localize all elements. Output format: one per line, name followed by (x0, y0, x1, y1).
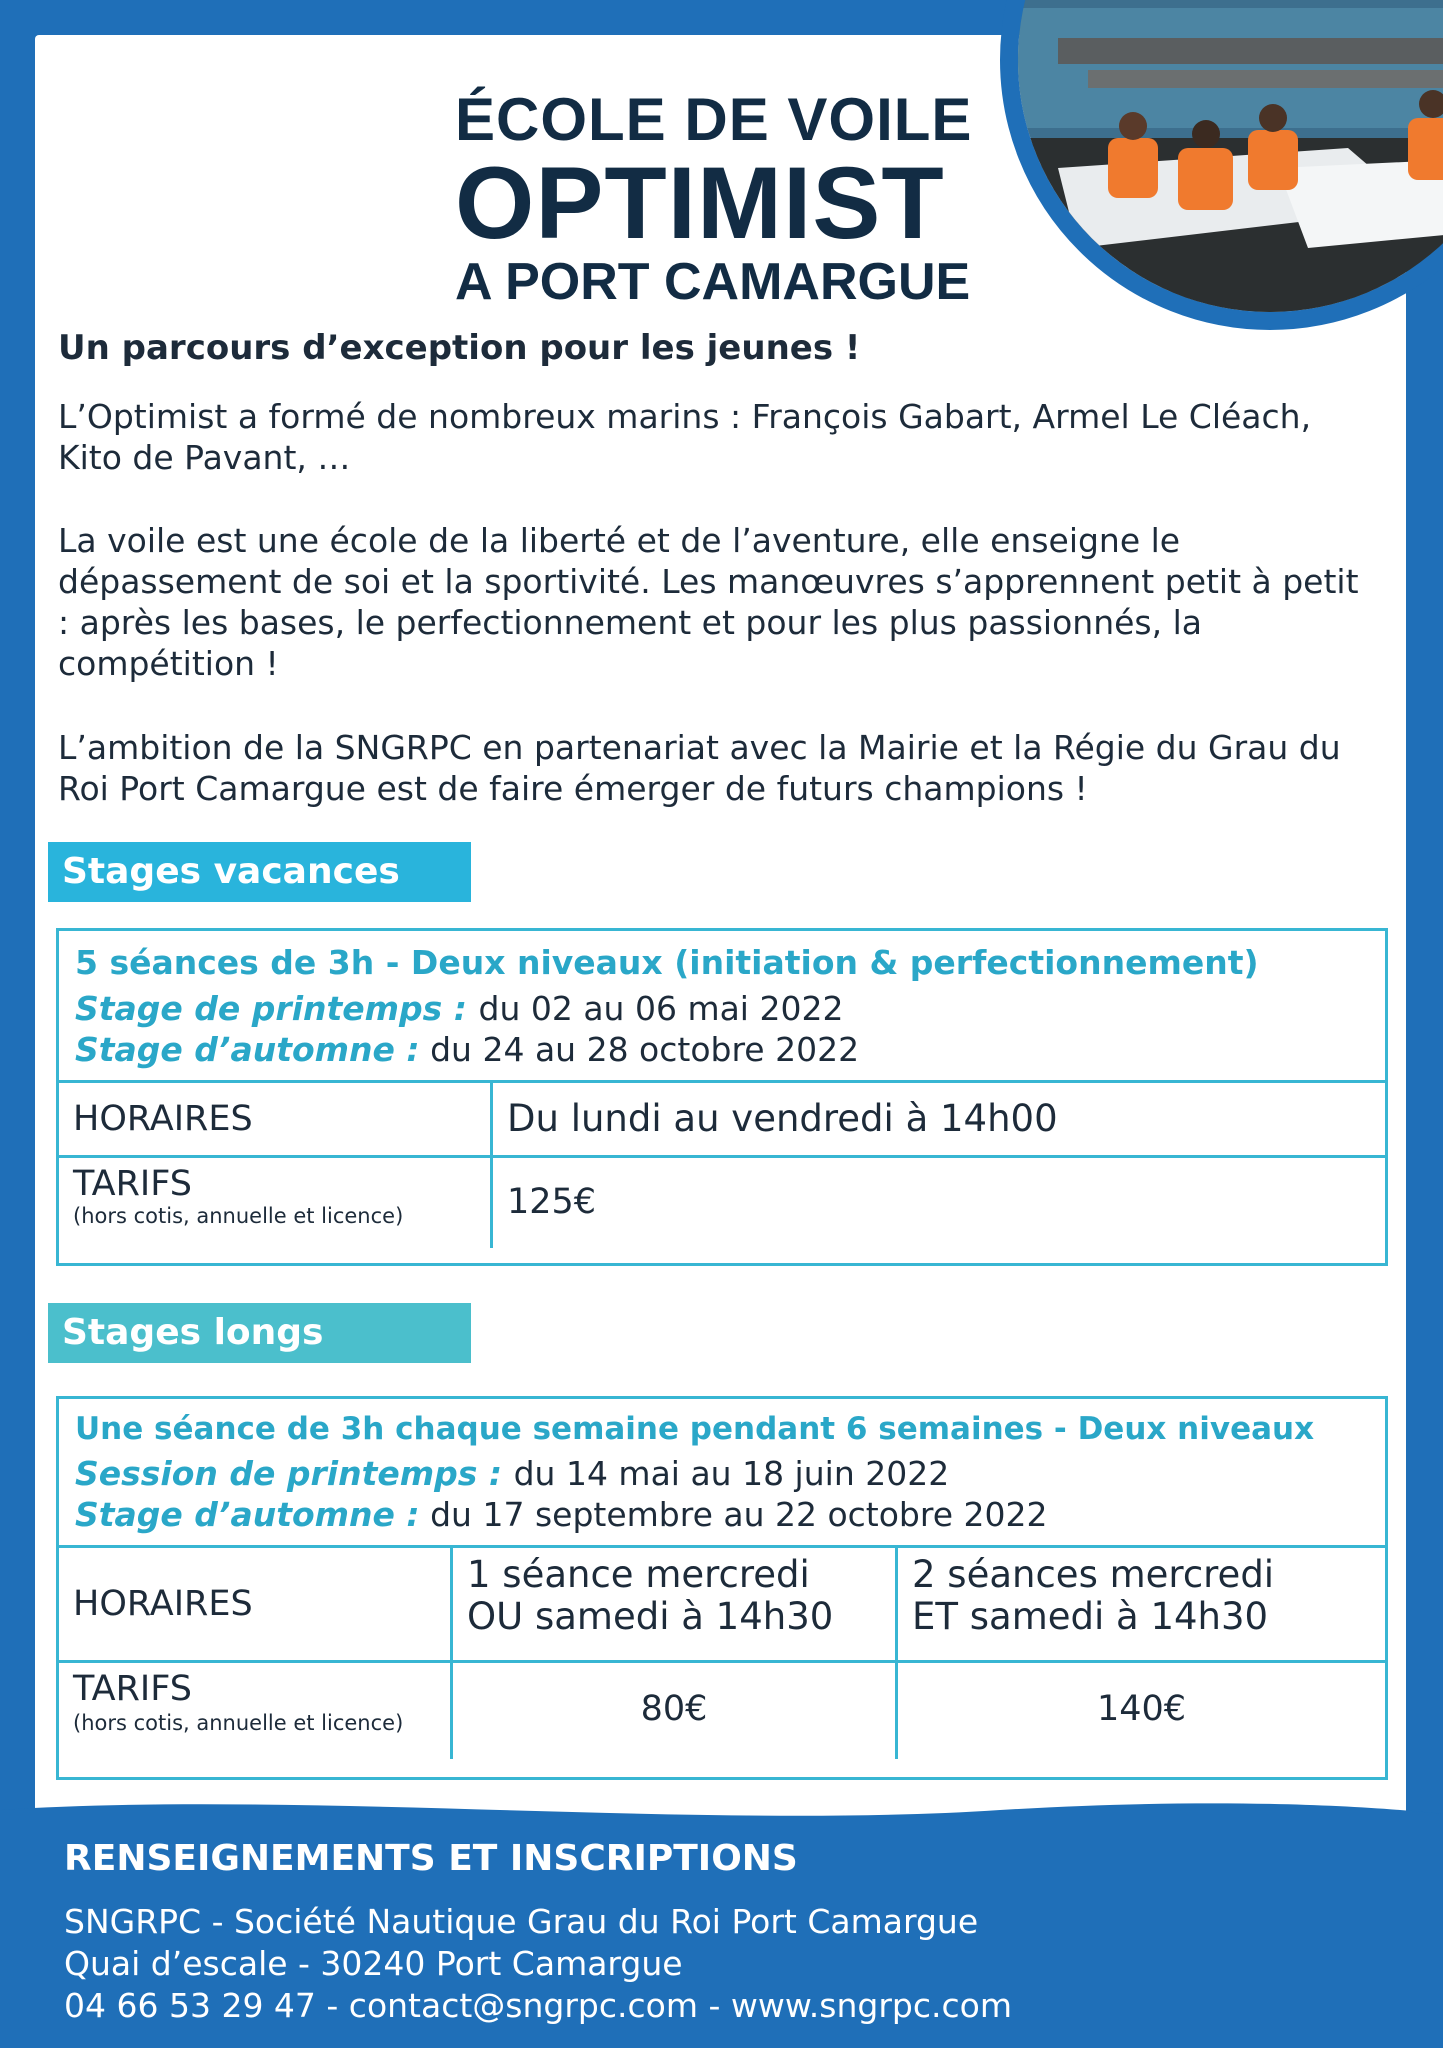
vacances-printemps: Stage de printemps : du 02 au 06 mai 2022 (75, 989, 844, 1028)
title-line-3: A PORT CAMARGUE (455, 253, 971, 311)
title-line-1: ÉCOLE DE VOILE (455, 86, 973, 153)
page-title (455, 86, 1015, 311)
title-line-2: OPTIMIST (455, 146, 945, 260)
longs-automne-dates: du 17 septembre au 22 octobre 2022 (419, 1495, 1048, 1534)
longs-automne-label: Stage d’automne : (75, 1495, 420, 1534)
vacances-horaires-row (59, 1083, 1385, 1158)
section-label-longs: Stages longs (48, 1303, 471, 1363)
section-label-vacances: Stages vacances (48, 842, 471, 902)
vacances-automne-dates: du 24 au 28 octobre 2022 (419, 1030, 860, 1069)
footer-address: Quai d’escale - 30240 Port Camargue (64, 1944, 683, 1983)
longs-subtitle: Une séance de 3h chaque semaine pendant 6 semaines - Deux niveaux (75, 1411, 1315, 1447)
vacances-subtitle: 5 séances de 3h - Deux niveaux (initiation & perfectionnement) (75, 943, 1259, 982)
footer-organization: SNGRPC - Société Nautique Grau du Roi Port Camargue (64, 1902, 979, 1941)
longs-option-2-line-2: ET samedi à 14h30 (912, 1595, 1269, 1638)
vacances-tarifs-value: 125€ (490, 1158, 1385, 1248)
longs-tarifs-cell (59, 1663, 450, 1759)
longs-header (59, 1399, 1385, 1548)
vacances-tarifs-label: TARIFS (73, 1164, 192, 1204)
longs-price-2: 140€ (895, 1663, 1385, 1759)
vacances-box (56, 928, 1388, 1266)
longs-horaires-row (59, 1548, 1385, 1663)
longs-printemps-label: Session de printemps (75, 1454, 478, 1493)
vacances-printemps-label: Stage de printemps (75, 989, 443, 1028)
longs-option-1-line-2: OU samedi à 14h30 (467, 1595, 834, 1638)
longs-printemps-dates: du 14 mai au 18 juin 2022 (513, 1454, 950, 1493)
longs-tarifs-row (59, 1663, 1385, 1759)
intro-paragraph-2: La voile est une école de la liberté et de l’aventure, elle enseigne le dépassement de soi et la sportivité. Les manœuvres s’apprennent petit à petit : après les bases, le perfectionnement et pour les plus passionnés, la compétition ! (58, 521, 1359, 683)
vacances-printemps-dates: du 02 au 06 mai 2022 (478, 989, 844, 1028)
longs-option-1-line-1: 1 séance mercredi (467, 1553, 810, 1596)
vacances-horaires-value: Du lundi au vendredi à 14h00 (490, 1083, 1385, 1155)
longs-option-1 (450, 1548, 895, 1660)
longs-option-2-line-1: 2 séances mercredi (912, 1553, 1275, 1596)
footer-contact: 04 66 53 29 47 - contact@sngrpc.com - www.sngrpc.com (64, 1986, 1012, 2025)
longs-tarifs-label: TARIFS (73, 1669, 192, 1709)
intro-heading: Un parcours d’exception pour les jeunes ! (58, 328, 861, 368)
longs-option-2 (895, 1548, 1385, 1660)
header-photo (1000, 0, 1443, 330)
intro-paragraph-1: L’Optimist a formé de nombreux marins : François Gabart, Armel Le Cléach, Kito de Pavant, … (58, 397, 1312, 477)
sailing-photo-illustration (1018, 0, 1443, 312)
footer-title: RENSEIGNEMENTS ET INSCRIPTIONS (64, 1838, 798, 1879)
longs-printemps: Session de printemps : du 14 mai au 18 juin 2022 (75, 1454, 950, 1493)
longs-automne (75, 1494, 1369, 1535)
longs-box (56, 1396, 1388, 1780)
longs-tarifs-note: (hors cotis, annuelle et licence) (73, 1711, 404, 1735)
vacances-horaires-label: HORAIRES (73, 1099, 253, 1139)
longs-price-1: 80€ (450, 1663, 895, 1759)
vacances-tarifs-note: (hors cotis, annuelle et licence) (73, 1204, 404, 1228)
vacances-header (59, 931, 1385, 1083)
longs-horaires-label: HORAIRES (73, 1584, 253, 1624)
vacances-automne (75, 1029, 1369, 1070)
vacances-tarifs-row (59, 1158, 1385, 1248)
vacances-automne-label: Stage d’automne : (75, 1030, 420, 1069)
intro-paragraph-3: L’ambition de la SNGRPC en partenariat avec la Mairie et la Régie du Grau du Roi Port Camargue est de faire émerger de futurs champions ! (58, 728, 1341, 808)
vacances-tarifs-cell (59, 1158, 490, 1248)
